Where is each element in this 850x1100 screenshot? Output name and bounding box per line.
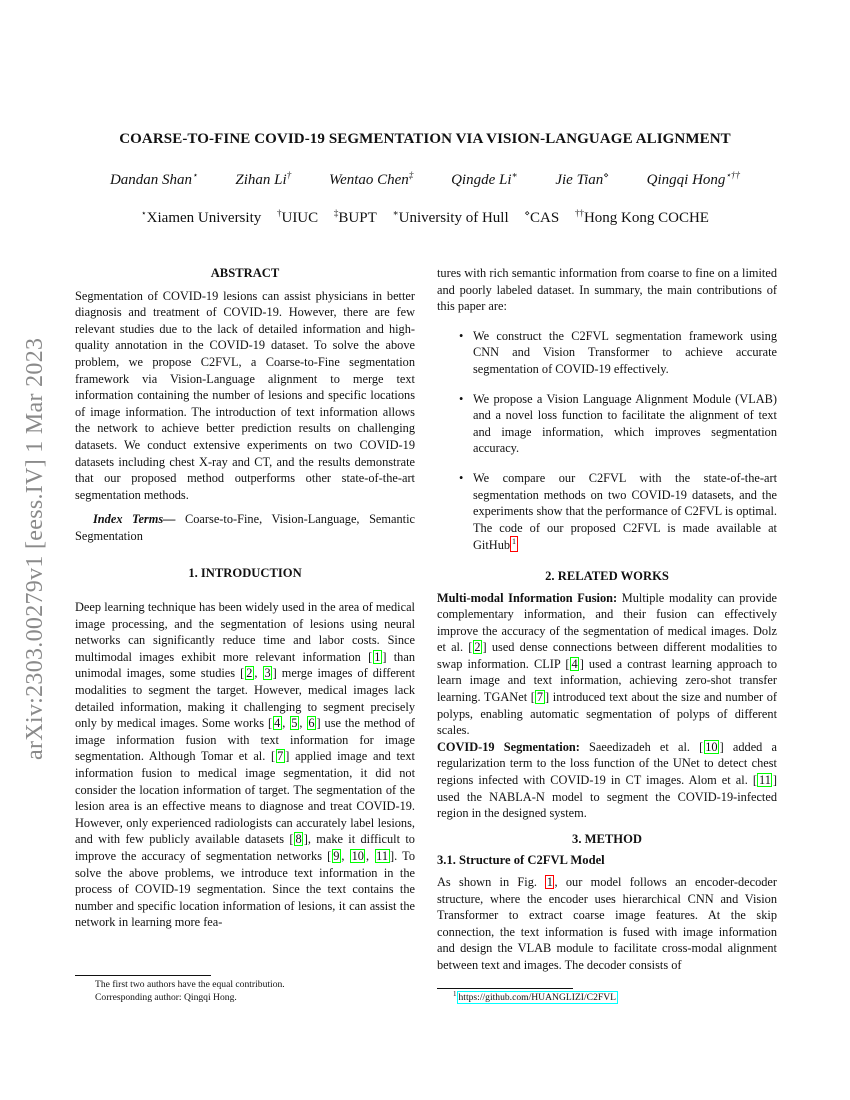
footnote-equal-contribution: The first two authors have the equal contribution. — [95, 979, 285, 990]
contribution-item: • We compare our C2FVL with the state-of-the-art segmentation methods on two COVID-19 datasets, and the experiments show that the performance of C2FVL is optimal. The code of our proposed C2FVL is made available at GitHub 1 — [459, 470, 777, 554]
introduction-text: Deep learning technique has been widely used in the area of medical image processing, and the segmentation of lesions using neural networks can significantly reduce time and labor costs. Since multimodal images exhibit more relevant information [ 1 ] than unimodal images, some studies [ 2 , 3 ] merge images of different modalities to segment the target. However, medical images lack detailed information, making it challenging to segment precisely only by medical images. Some works [ 4 , 5 , 6 ] use the method of image information fusion with text information for image segmentation. Although Tomar et al. [ 7 ] applied image and text information fusion to medical image segmentation, it did not consider the location information of target. The segmentation of the lesion area is an effective means to diagnose and treat COVID-19. However, only experienced radiologists can accurately label lesions, and with few publicly available datasets [ 8 ], make it difficult to improve the accuracy of segmentation networks [ 9 , 10 , 11 ]. To solve the above problems, we introduce text information in the process of COVID-19 segmentation. Since the text contains the number and specific location information of lesions, it can assist the network in learning more fea- — [75, 600, 416, 930]
index-terms — [75, 511, 415, 544]
citation-link[interactable]: 2 — [474, 640, 481, 655]
citation-link[interactable]: 11 — [376, 849, 389, 863]
citation-link[interactable]: 5 — [291, 716, 298, 731]
index-terms-text: Coarse-to-Fine, Vision-Language, Semantic Segmentation — [75, 512, 415, 543]
footnote-rule — [437, 988, 573, 989]
abstract-heading: ABSTRACT — [210, 266, 280, 280]
citation-link[interactable]: 10 — [705, 739, 718, 754]
citation-link[interactable]: 6 — [308, 716, 315, 731]
author-list — [0, 172, 850, 189]
footnote-right: $^1$ https://github.com/HUANGLIZI/C2FVL — [453, 989, 616, 1003]
github-url-link[interactable]: https://github.com/HUANGLIZI/C2FVL — [458, 992, 616, 1003]
citation-link[interactable]: 8 — [295, 832, 302, 847]
left-column — [75, 265, 415, 931]
method-subheading: 3.1. Structure of C2FVL Model — [437, 853, 605, 868]
abstract-text: Segmentation of COVID-19 lesions can assist physicians in better diagnosis and treatment of COVID-19. However, there are few relevant studies due to the lack of detailed information and high-quality annotation in the COVID-19 dataset. To solve the above problem, we propose C2FVL, a Coarse-to-Fine segmentation framework via Vision-Language alignment to merge text information containing the number of lesions and specific locations of image information. The introduction of text information allows the network to achieve better prediction results on challenging datasets. We conduct extensive experiments on two COVID-19 datasets including chest X-ray and CT, and the results demonstrate that our proposed method outperforms other state-of-the-art segmentation methods. — [75, 288, 415, 502]
affiliation: ⋆Xiamen University — [141, 208, 262, 226]
author: Zihan Li† — [235, 170, 292, 188]
method-text: As shown in Fig. 1 , our model follows an encoder-decoder structure, where the encoder uses hierarchical CNN and Vision Transformer to extract coarse image features. At the skip connection, the text information is fused with image information and design the VLAB module to facilitate cross-modal alignment between text and images. The decoder consists of — [437, 875, 778, 972]
affiliation: ††Hong Kong COCHE — [574, 208, 709, 226]
footnote-rule — [75, 975, 211, 976]
affiliation-list — [0, 210, 850, 227]
related-works-fusion: Multi-modal Information Fusion: Multiple modality can provide complementary information, and their fusion can effectively improve the accuracy of the segmentation of medical images. Dolz et al. [ 2 ] used dense connections between different modalities to swap information. CLIP [ 4 ] used a contrast learning approach to learn image and text information, achieving zero-shot transfer learning. TGANet [ 7 ] introduced text about the size and number of polyps, enabling automatic segmentation of polyps of different scales. — [437, 590, 777, 738]
right-column — [437, 265, 777, 974]
arxiv-stamp: arXiv:2303.00279v1 [eess.IV] 1 Mar 2023 — [22, 337, 48, 760]
affiliation: ⋄CAS — [524, 208, 560, 226]
citation-link[interactable]: 4 — [571, 656, 578, 671]
introduction-heading: 1. INTRODUCTION — [188, 565, 302, 580]
citation-link[interactable]: 1 — [374, 649, 381, 664]
paper-title: COARSE-TO-FINE COVID-19 SEGMENTATION VIA VISION-LANGUAGE ALIGNMENT — [119, 131, 731, 147]
method-heading: 3. METHOD — [572, 831, 642, 846]
affiliation: †UIUC — [276, 208, 319, 226]
contribution-list — [437, 328, 777, 554]
citation-link[interactable]: 3 — [264, 666, 271, 681]
footnotes-left — [95, 978, 285, 1004]
contribution-item: • We propose a Vision Language Alignment Module (VLAB) and a novel loss function to facilitate the alignment of text and image information, which improves segmentation accuracy. — [459, 391, 777, 457]
introduction-continued: tures with rich semantic information from coarse to fine on a limited and poorly labeled dataset. In summary, the main contributions of this paper are: — [437, 266, 777, 314]
affiliation: ∗University of Hull — [392, 208, 509, 226]
citation-link[interactable]: 10 — [351, 849, 364, 863]
index-terms-label: Index Terms— — [93, 512, 176, 527]
contribution-item: • We construct the C2FVL segmentation framework using CNN and Vision Transformer to achieve accurate segmentation of COVID-19 effectively. — [459, 328, 777, 378]
citation-link[interactable]: 7 — [536, 690, 544, 705]
author: Qingde Li∗ — [451, 170, 518, 188]
citation-link[interactable]: 4 — [274, 716, 281, 731]
affiliation: ‡BUPT — [333, 208, 377, 226]
author: Qingqi Hong⋆†† — [646, 170, 741, 188]
author: Dandan Shan⋆ — [109, 170, 198, 188]
figure-link[interactable]: 1 — [546, 875, 553, 889]
citation-link[interactable]: 7 — [277, 749, 284, 764]
citation-link[interactable]: 11 — [758, 773, 771, 788]
author: Wentao Chen‡ — [328, 170, 414, 188]
footnote-corresponding-author: Corresponding author: Qingqi Hong. — [95, 992, 237, 1003]
footnote-link[interactable]: 1 — [510, 536, 518, 552]
author: Jie Tian⋄ — [555, 170, 609, 188]
related-works-heading: 2. RELATED WORKS — [545, 568, 669, 583]
related-works-covid: COVID-19 Segmentation: Saeedizadeh et al. [ 10 ] added a regularization term to the loss function of the UNet to detect chest regions infected with COVID-19 in CT images. Alom et al. [ 11 ] used the NABLA-N model to segment the COVID-19-infected region in the designed system. — [437, 739, 777, 821]
citation-link[interactable]: 2 — [246, 666, 253, 681]
citation-link[interactable]: 9 — [333, 849, 340, 863]
